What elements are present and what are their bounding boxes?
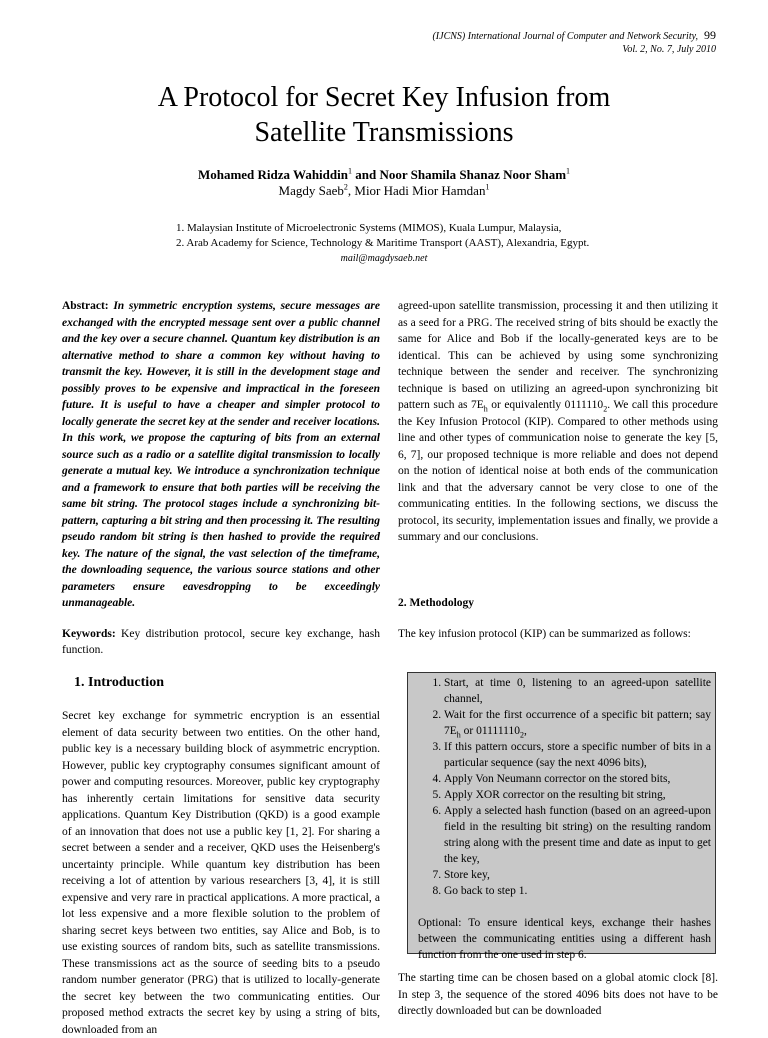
methodology-intro: The key infusion protocol (KIP) can be summarized as follows: — [398, 628, 691, 640]
intro-cont-part-2: or equivalently 0111110 — [487, 399, 604, 411]
step-3: 3. If this pattern occurs, store a specific number of bits in a particular sequence (say the next 4096 bits), — [444, 739, 711, 771]
page-number: 99 — [704, 28, 716, 42]
step-2-part-1: Wait for the first occurrence of a specific bit pattern; say 7E — [444, 709, 711, 737]
intro-heading: 1. Introduction — [74, 674, 164, 690]
author-3-affil: 2 — [343, 182, 348, 192]
binary-subscript: 2 — [603, 404, 608, 414]
step-7: 7. Store key, — [444, 867, 711, 883]
optional-step: Optional: To ensure identical keys, exchange their hashes between the communicating entities using a different hash function from the one used in step 6. — [418, 917, 711, 961]
author-4-affil: 1 — [485, 182, 490, 192]
step-1: 1. Start, at time 0, listening to an agreed-upon satellite channel, — [444, 675, 711, 707]
intro-cont-part-1: agreed-upon satellite transmission, processing it and then utilizing it as a seed for a PRG. The received string of bits should be exactly the same for Alice and Bob if the locally-generated keys are to be identical. This can be achieved by using some synchronizing technique between the sender and receiver. The synchronizing technique is based on utilizing an agreed-upon synchronizing bit pattern such as 7E — [398, 300, 718, 411]
author-2: Noor Shamila Shanaz Noor Sham — [379, 167, 567, 182]
author-2-affil: 1 — [566, 166, 571, 176]
affiliation-2: 2. Arab Academy for Science, Technology & Maritime Transport (AAST), Alexandria, Egypt. — [176, 237, 590, 249]
step-2-binary-subscript: 2 — [519, 730, 524, 740]
contact-email[interactable]: mail@magdysaeb.net — [340, 253, 428, 264]
author-list: Mohamed Ridza Wahiddin$^1$ and Noor Shamila Shanaz Noor Sham$^1$ Magdy Saeb$^2$, Mior Hadi Mior Hamdan$^1$ — [197, 166, 571, 198]
step-6: 6. Apply a selected hash function (based on an agreed-upon field in the resulting bit string) on the resulting random string along with the present time and date as input to get the key, — [444, 803, 711, 867]
keywords-text: Key distribution protocol, secure key exchange, hash function. — [62, 627, 381, 656]
step-5: 5. Apply XOR corrector on the resulting bit string, — [444, 787, 711, 803]
author-4: Mior Hadi Mior Hamdan — [354, 183, 486, 198]
methodology-heading: 2. Methodology — [398, 597, 475, 609]
after-box-text: The starting time can be chosen based on a global atomic clock [8]. In step 3, the sequence of the stored 4096 bits does not have to be directly downloaded but can be downloaded — [398, 972, 718, 1017]
author-3: Magdy Saeb — [278, 183, 344, 198]
paper-title — [0, 80, 768, 150]
step-2-hex-subscript: h — [456, 730, 461, 740]
hex-subscript: h — [483, 404, 488, 414]
intro-text: Secret key exchange for symmetric encryption is an essential element of data security between two entities. On the other hand, public key is a necessary building block of asymmetric encryption. However, public key cryptography consumes significant amount of power and computing resources. Moreover, public key cryptography has inherently certain limitations for sensitive data security applications. Quantum Key Distribution (QKD) is a good example of an innovation that does not use a public key [1, 2]. For sharing a secret between a sender and a receiver, QKD uses the Heisenberg's uncertainty principle. While quantum key distribution has been receiving a lot of attention by various researchers [3, 4], it is still expensive and very rare in practical applications. A more practical, a lot less expensive and a more flexible solution to the problem of sharing secret keys between two entities, say Alice and Bob, is to use existing sources of random bits, such as satellite transmissions. These transmissions act as the source of seeding bits to a pseudo random number generator (PRG) that is utilized to locally-generate the secret key between the two communicating entities. Our proposed method extracts the secret key by using a string of bits, downloaded from an — [62, 710, 380, 1036]
step-4: 4. Apply Von Neumann corrector on the stored bits, — [444, 771, 711, 787]
affiliations — [176, 221, 589, 251]
step-2-part-3: , — [523, 725, 527, 737]
step-2-part-2: or 01111110 — [460, 725, 520, 737]
keywords-label: Keywords: — [62, 627, 116, 640]
intro-continued — [398, 298, 718, 546]
journal-name: (IJCNS) International Journal of Computer and Network Security, — [432, 31, 698, 42]
abstract-label: Abstract: — [62, 300, 109, 312]
volume-info: Vol. 2, No. 7, July 2010 — [622, 44, 716, 55]
title-line-2: Satellite Transmissions — [254, 117, 514, 148]
protocol-steps — [418, 675, 711, 899]
affiliation-1: 1. Malaysian Institute of Microelectronic Systems (MIMOS), Kuala Lumpur, Malaysia, — [176, 222, 562, 234]
abstract — [62, 298, 380, 612]
author-1: Mohamed Ridza Wahiddin — [197, 167, 348, 182]
left-column — [62, 298, 380, 1038]
intro-cont-part-3: . We call this procedure the Key Infusion Protocol (KIP). Compared to other methods using line and other types of communication noise to generate the key [5, 6, 7], our proposed technique is more reliable and does not depend on the notion of identical noise at both ends of the communication link and that the adversary cannot be very close to one of the communicating entities. In the following sections, we discuss the protocol, its security, implementation issues and finally, we provide a summary and our conclusions. — [398, 399, 718, 543]
title-line-1: A Protocol for Secret Key Infusion from — [157, 82, 611, 113]
protocol-steps-box — [407, 672, 716, 961]
abstract-text: In symmetric encryption systems, secure messages are exchanged with the encrypted message sent over a public channel and the key over a secure channel. Quantum key distribution is an alternative method to share a common key without having to transmit the key. However, it is still in the development stage and possibly proves to be expensive and impractical in the foreseen future. It is useful to have a cheaper and simpler protocol to locally generate the secret key at the sender and receiver locations. In this work, we propose the capturing of bits from an external source such as a radio or a satellite digital transmission to locally generate a mutual key. We introduce a synchronization technique and a framework to ensure that both parties will be receiving the same bit string. The protocol stages include a synchronizing bit-pattern, capturing a bit string and then processing it. The resulting pseudo random bit string is then hashed to provide the required key. The nature of the signal, the vast selection of the timeframe, the downloading sequence, the various source stations and other parameters ensure eavesdropping to be exceedingly unmanageable. — [62, 300, 380, 609]
keywords — [62, 626, 380, 659]
right-column — [398, 298, 718, 546]
author-1-affil: 1 — [347, 166, 352, 176]
journal-header — [432, 29, 716, 56]
step-8: 8. Go back to step 1. — [444, 883, 711, 899]
step-2 — [444, 707, 711, 739]
author-conjunction: and — [355, 167, 377, 182]
